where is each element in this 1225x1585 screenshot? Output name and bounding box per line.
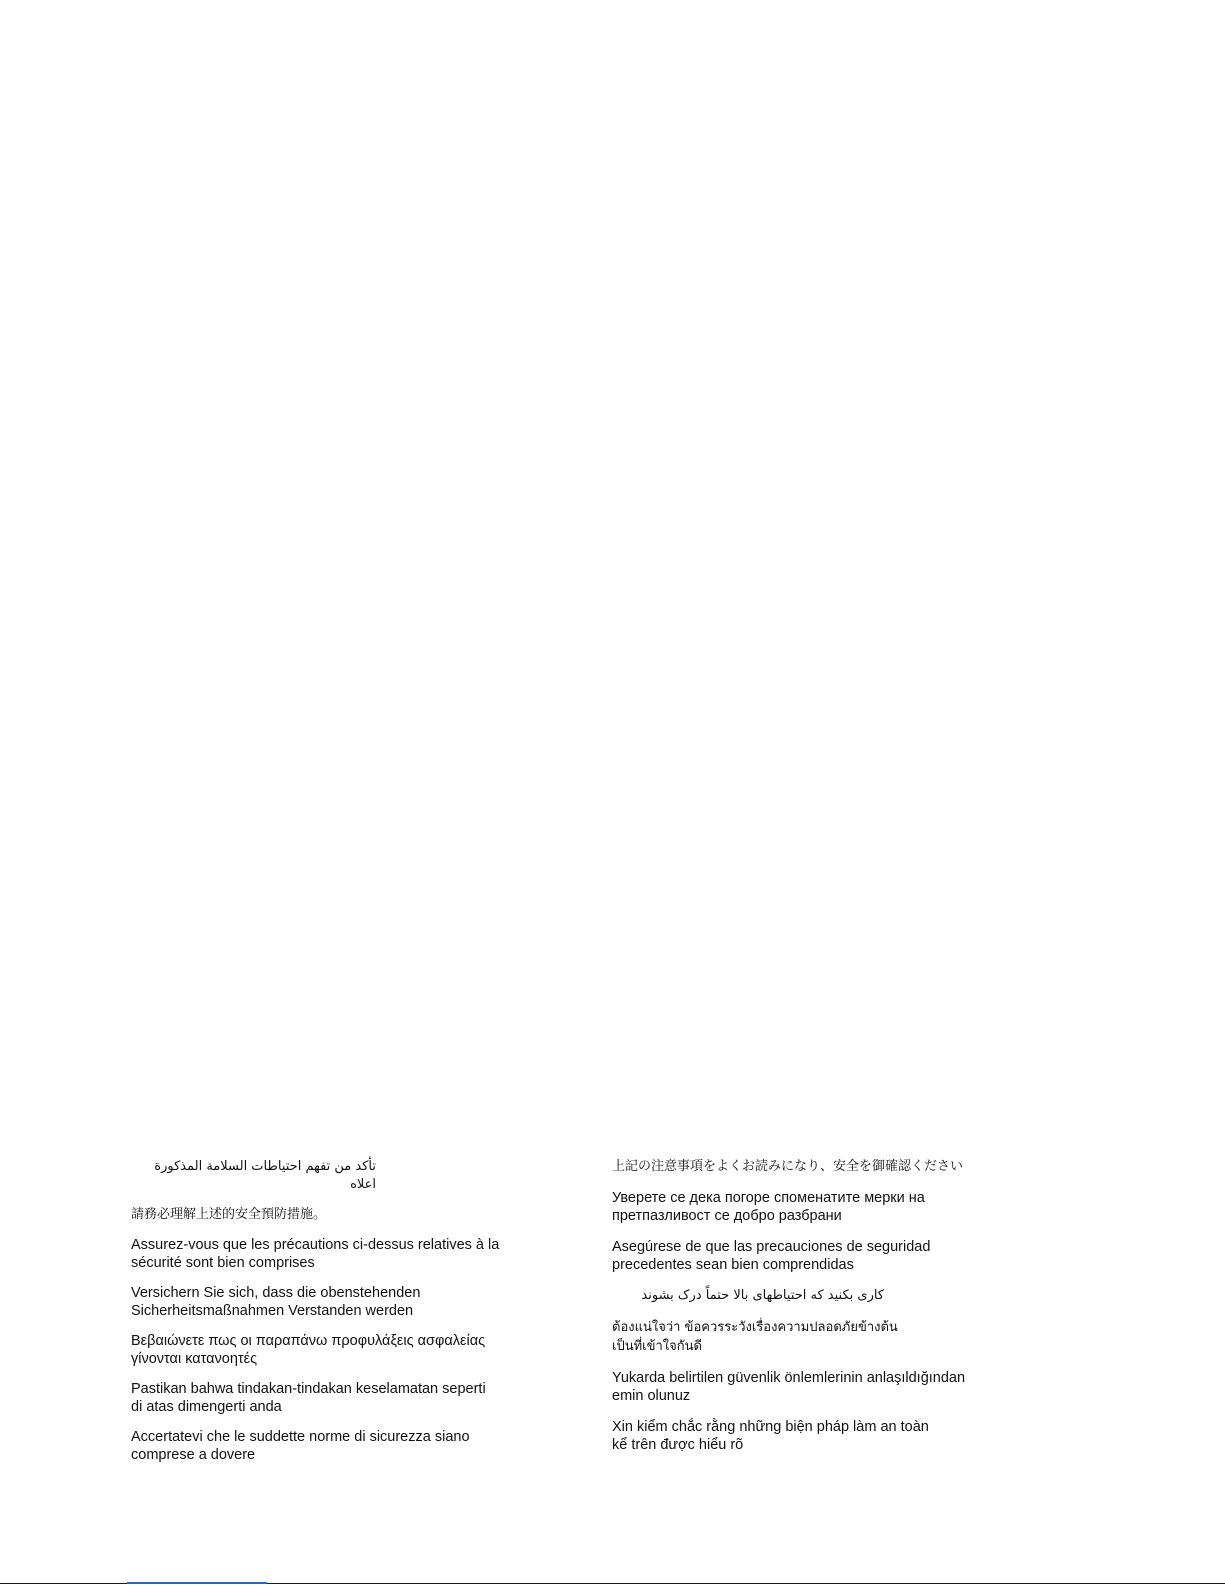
notice-german-line-2: Sicherheitsmaßnahmen Verstanden werden <box>131 1303 414 1319</box>
notice-german <box>131 1284 551 1320</box>
notice-chinese: 請務必理解上述的安全預防措施。 <box>131 1207 327 1222</box>
notice-indonesian-line-1: Pastikan bahwa tindakan-tindakan keselamatan seperti <box>131 1381 486 1397</box>
notice-thai-line-2: เป็นที่เข้าใจกันดี <box>612 1339 702 1354</box>
left-notice-column <box>131 1158 551 1476</box>
notice-french <box>131 1236 551 1272</box>
notice-italian-line-1: Accertatevi che le suddette norme di sicurezza siano <box>131 1429 470 1445</box>
notice-greek-line-1: Βεβαιώνετε πως οι παραπάνω προφυλάξεις ασφαλείας <box>131 1333 486 1349</box>
notice-greek <box>131 1332 551 1368</box>
notice-spanish-line-1: Asegúrese de que las precauciones de seguridad <box>612 1239 931 1255</box>
notice-turkish-line-2: emin olunuz <box>612 1388 691 1404</box>
notice-vietnamese-line-2: kể trên được hiểu rõ <box>612 1437 744 1453</box>
notice-turkish-line-1: Yukarda belirtilen güvenlik önlemlerinin anlaşıldığından <box>612 1370 966 1386</box>
notice-spanish <box>612 1238 1032 1274</box>
notice-german-line-1: Versichern Sie sich, dass die obenstehenden <box>131 1285 421 1301</box>
notice-thai <box>612 1318 1032 1356</box>
notice-macedonian-line-2: претпазливост се добро разбрани <box>612 1208 842 1224</box>
notice-greek-line-2: γίνονται κατανοητές <box>131 1351 258 1367</box>
notice-indonesian-line-2: di atas dimengerti anda <box>131 1399 282 1415</box>
right-notice-column <box>612 1158 1032 1467</box>
notice-arabic: تأكد من تفهم احتياطات السلامة المذكورة اعلاه <box>154 1159 376 1192</box>
notice-vietnamese <box>612 1418 1032 1454</box>
page-bottom-accent-line <box>127 1582 267 1584</box>
notice-persian: کاری بکنید که احتیاطهای بالا حتماً درک بشوند <box>641 1288 884 1303</box>
notice-italian <box>131 1428 551 1464</box>
notice-thai-line-1: ต้องแน่ใจว่า ข้อควรระวังเรื่องความปลอดภัยข้างต้น <box>612 1320 898 1335</box>
notice-macedonian-line-1: Уверете се дека погоре споменатите мерки на <box>612 1190 925 1206</box>
notice-japanese: 上記の注意事項をよくお読みになり、安全を御確認ください <box>612 1159 964 1174</box>
notice-french-line-1: Assurez-vous que les précautions ci-dessus relatives à la <box>131 1237 500 1253</box>
notice-turkish <box>612 1369 1032 1405</box>
notice-french-line-2: sécurité sont bien comprises <box>131 1255 315 1271</box>
notice-spanish-line-2: precedentes sean bien comprendidas <box>612 1257 854 1273</box>
notice-macedonian <box>612 1189 1032 1225</box>
notice-vietnamese-line-1: Xin kiểm chắc rằng những biện pháp làm an toàn <box>612 1419 929 1435</box>
notice-indonesian <box>131 1380 551 1416</box>
notice-italian-line-2: comprese a dovere <box>131 1447 256 1463</box>
